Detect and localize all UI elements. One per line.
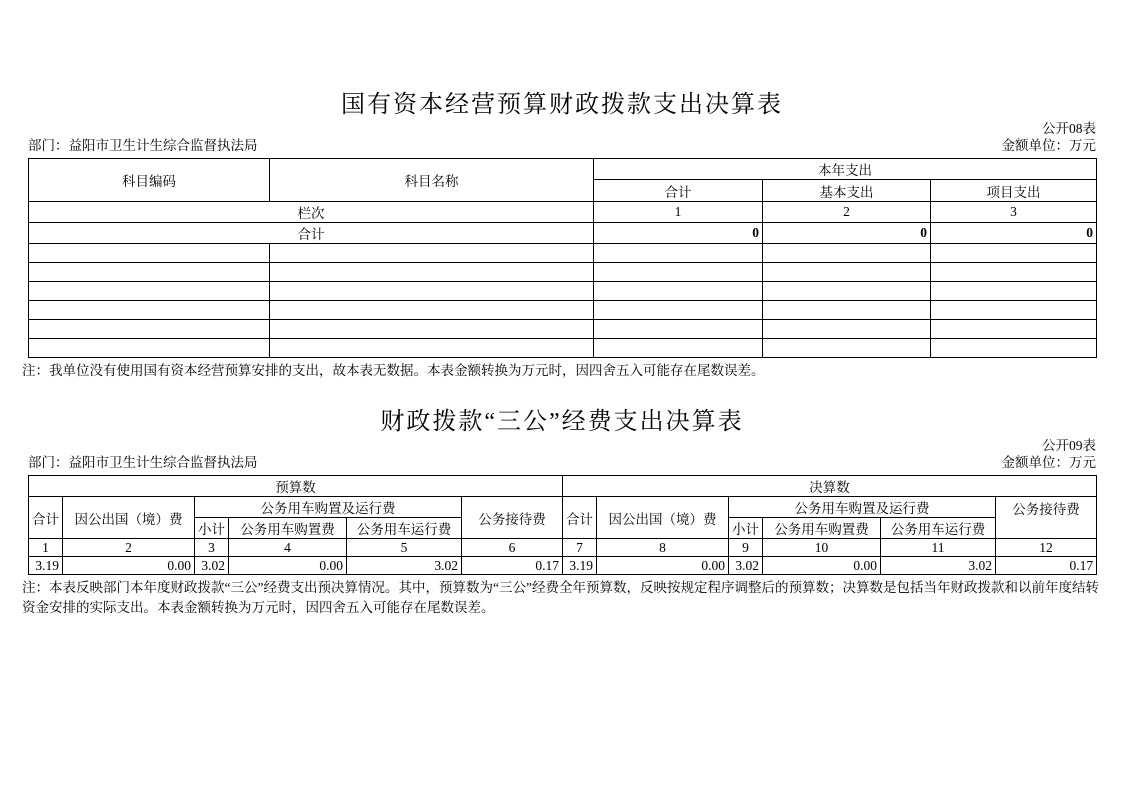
t1-total-value: 0 [763, 223, 931, 244]
empty-cell [931, 339, 1097, 358]
t2-final-subtotal: 小计 [729, 518, 763, 539]
t1-empty-row [29, 301, 1097, 320]
t2-index-row [29, 539, 1097, 557]
t1-empty-row [29, 320, 1097, 339]
empty-cell [29, 244, 270, 263]
empty-cell [29, 301, 270, 320]
empty-cell [29, 339, 270, 358]
t2-budget-subtotal: 小计 [195, 518, 229, 539]
t1-empty-row [29, 244, 1097, 263]
empty-cell [594, 282, 763, 301]
t2-values-row [29, 557, 1097, 575]
t1-total-value: 0 [931, 223, 1097, 244]
t2-final-reception: 公务接待费 [996, 497, 1097, 539]
empty-cell [270, 320, 594, 339]
t1-empty-row [29, 339, 1097, 358]
t1-col-total: 合计 [594, 180, 763, 202]
empty-cell [763, 320, 931, 339]
t2-final-group: 决算数 [563, 476, 1097, 497]
t1-col-current-year-group: 本年支出 [594, 159, 1097, 180]
t2-index: 7 [563, 539, 597, 557]
t1-empty-row [29, 282, 1097, 301]
t2-budget-vehicle-group: 公务用车购置及运行费 [195, 497, 462, 518]
t2-header-row [29, 497, 1097, 518]
t2-budget-vehicle-purchase: 公务用车购置费 [229, 518, 347, 539]
empty-cell [763, 301, 931, 320]
empty-cell [29, 320, 270, 339]
t2-budget-total: 合计 [29, 497, 63, 539]
t1-empty-row [29, 263, 1097, 282]
t1-header-row-1 [29, 159, 1097, 180]
t1-total-row [29, 223, 1097, 244]
t2-value: 0.17 [462, 557, 563, 575]
t1-index-1: 1 [594, 202, 763, 223]
table1-meta-row [28, 137, 1096, 154]
t2-final-abroad: 因公出国（境）费 [597, 497, 729, 539]
empty-cell [29, 282, 270, 301]
t1-index-row [29, 202, 1097, 223]
state-capital-budget-section [22, 90, 1096, 381]
table1-unit: 金额单位：万元 [1001, 138, 1096, 153]
t2-index: 10 [763, 539, 881, 557]
empty-cell [594, 320, 763, 339]
empty-cell [931, 244, 1097, 263]
t2-index: 9 [729, 539, 763, 557]
empty-cell [594, 244, 763, 263]
empty-cell [763, 339, 931, 358]
t2-index: 1 [29, 539, 63, 557]
t1-col-project: 项目支出 [931, 180, 1097, 202]
t2-budget-vehicle-operation: 公务用车运行费 [347, 518, 462, 539]
t2-group-row [29, 476, 1097, 497]
empty-cell [594, 301, 763, 320]
t2-index: 6 [462, 539, 563, 557]
empty-cell [270, 301, 594, 320]
empty-cell [270, 339, 594, 358]
table1-title: 国有资本经营预算财政拨款支出决算表 [341, 92, 783, 118]
empty-cell [594, 339, 763, 358]
empty-cell [931, 282, 1097, 301]
t2-value: 3.19 [563, 557, 597, 575]
t1-index-3: 3 [931, 202, 1097, 223]
empty-cell [931, 301, 1097, 320]
table2-note: 注：本表反映部门本年度财政拨款“三公”经费支出预决算情况。其中，预算数为“三公”经费全年预算数，反映按规定程序调整后的预算数；决算数是包括当年财政拨款和以前年度结转资金安排的实际支出。本表金额转换为万元时，因四舍五入可能存在尾数误差。 [22, 580, 1099, 615]
t2-final-vehicle-group: 公务用车购置及运行费 [729, 497, 996, 518]
t2-final-total: 合计 [563, 497, 597, 539]
t1-col-subject-name: 科目名称 [270, 159, 594, 202]
table2-meta-row [28, 454, 1096, 471]
t2-final-vehicle-purchase: 公务用车购置费 [763, 518, 881, 539]
t1-index-label: 栏次 [29, 202, 594, 223]
t2-value: 3.02 [881, 557, 996, 575]
empty-cell [29, 263, 270, 282]
table1-note: 注：我单位没有使用国有资本经营预算安排的支出，故本表无数据。本表金额转换为万元时，因四舍五入可能存在尾数误差。 [22, 363, 765, 378]
empty-cell [763, 282, 931, 301]
table2-code: 公开09表 [1042, 438, 1096, 453]
t1-col-subject-code: 科目编码 [29, 159, 270, 202]
empty-cell [270, 244, 594, 263]
document-page [22, 0, 1099, 618]
t2-index: 8 [597, 539, 729, 557]
t2-value: 0.17 [996, 557, 1097, 575]
t2-budget-abroad: 因公出国（境）费 [63, 497, 195, 539]
t2-value: 0.00 [763, 557, 881, 575]
t2-value: 0.00 [229, 557, 347, 575]
empty-cell [931, 263, 1097, 282]
empty-cell [270, 282, 594, 301]
table2-unit: 金额单位：万元 [1001, 455, 1096, 470]
t1-col-basic: 基本支出 [763, 180, 931, 202]
t2-value: 3.02 [347, 557, 462, 575]
t1-total-value: 0 [594, 223, 763, 244]
t2-index: 11 [881, 539, 996, 557]
three-public-funds-table [28, 475, 1097, 575]
t2-value: 0.00 [63, 557, 195, 575]
t2-final-vehicle-operation: 公务用车运行费 [881, 518, 996, 539]
empty-cell [594, 263, 763, 282]
t2-budget-group: 预算数 [29, 476, 563, 497]
three-public-funds-section [22, 407, 1099, 618]
state-capital-expenditure-table [28, 158, 1097, 358]
table1-code: 公开08表 [1042, 121, 1096, 136]
t2-budget-reception: 公务接待费 [462, 497, 563, 539]
t2-index: 5 [347, 539, 462, 557]
t2-value: 0.00 [597, 557, 729, 575]
table2-title: 财政拨款“三公”经费支出决算表 [380, 409, 744, 435]
t2-value: 3.02 [729, 557, 763, 575]
empty-cell [270, 263, 594, 282]
t2-value: 3.19 [29, 557, 63, 575]
t2-index: 12 [996, 539, 1097, 557]
empty-cell [763, 244, 931, 263]
table1-department: 部门：益阳市卫生计生综合监督执法局 [28, 138, 258, 153]
t2-value: 3.02 [195, 557, 229, 575]
t2-index: 2 [63, 539, 195, 557]
t1-total-label: 合计 [29, 223, 594, 244]
t2-index: 3 [195, 539, 229, 557]
t2-index: 4 [229, 539, 347, 557]
t1-index-2: 2 [763, 202, 931, 223]
empty-cell [931, 320, 1097, 339]
table2-department: 部门：益阳市卫生计生综合监督执法局 [28, 455, 258, 470]
empty-cell [763, 263, 931, 282]
